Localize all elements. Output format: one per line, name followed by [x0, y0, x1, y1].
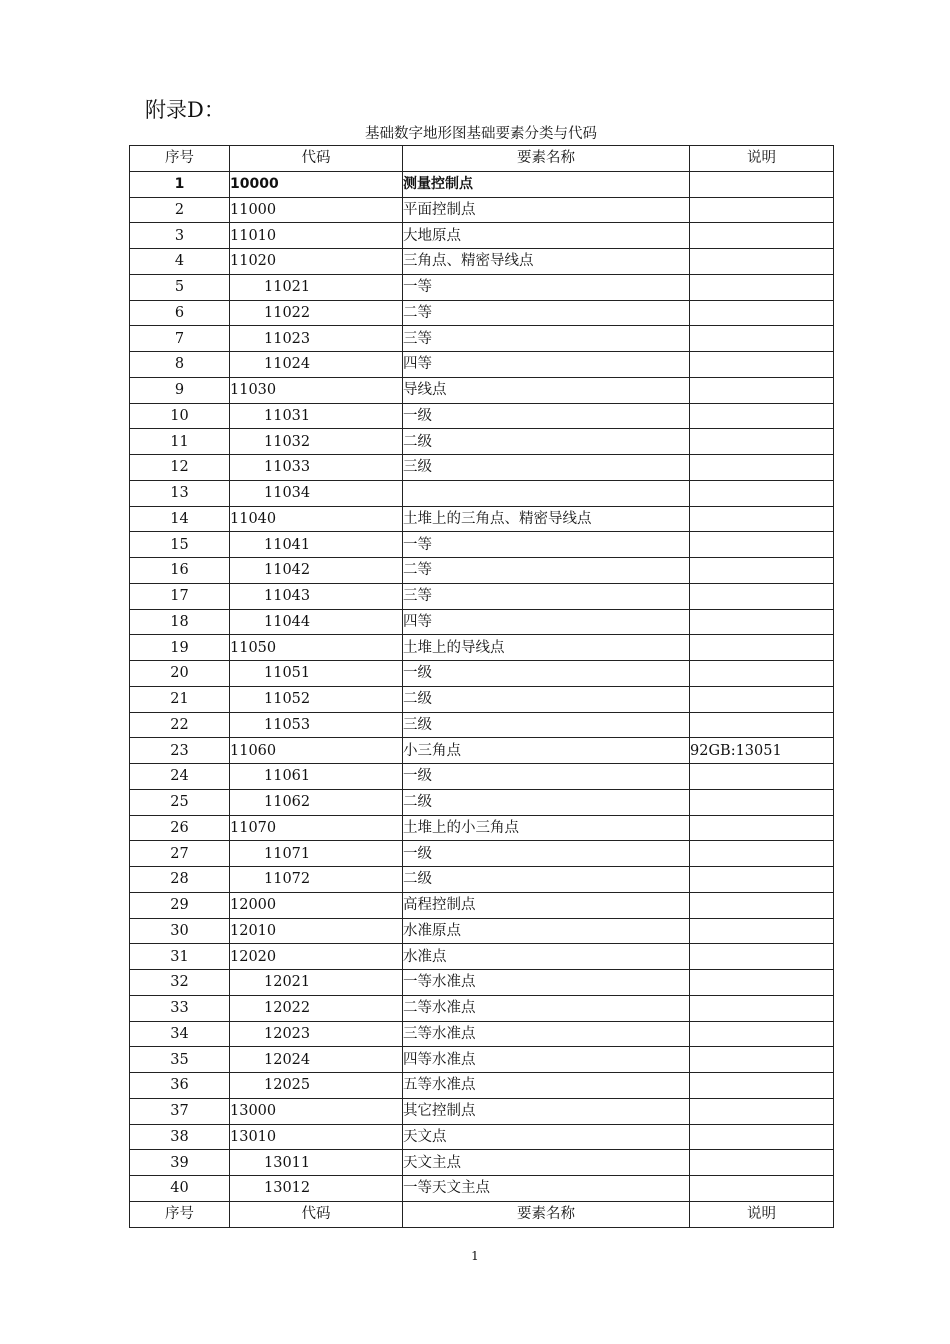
row-name: 一等天文主点 [403, 1176, 690, 1202]
row-seq: 40 [130, 1176, 230, 1202]
row-code: 11023 [230, 326, 403, 352]
table-row [130, 867, 834, 893]
classification-table [129, 145, 834, 1228]
footer-note: 说明 [690, 1201, 834, 1227]
row-seq: 14 [130, 506, 230, 532]
row-name: 土堆上的小三角点 [403, 815, 690, 841]
row-seq: 35 [130, 1047, 230, 1073]
table-row [130, 815, 834, 841]
row-code: 11034 [230, 480, 403, 506]
row-note [690, 1073, 834, 1099]
row-name: 一级 [403, 841, 690, 867]
row-seq: 2 [130, 197, 230, 223]
table-row [130, 480, 834, 506]
row-seq: 32 [130, 970, 230, 996]
table-row [130, 1021, 834, 1047]
row-seq: 29 [130, 892, 230, 918]
row-code: 11052 [230, 686, 403, 712]
row-seq: 31 [130, 944, 230, 970]
table-row [130, 558, 834, 584]
row-code: 13011 [230, 1150, 403, 1176]
table-footer-row [130, 1201, 834, 1227]
row-code: 11022 [230, 300, 403, 326]
row-code: 11044 [230, 609, 403, 635]
row-seq: 12 [130, 455, 230, 481]
row-note [690, 1098, 834, 1124]
row-note [690, 300, 834, 326]
row-note [690, 635, 834, 661]
table-row [130, 995, 834, 1021]
row-name: 二等 [403, 300, 690, 326]
row-code: 11031 [230, 403, 403, 429]
table-row [130, 171, 834, 197]
row-seq: 5 [130, 274, 230, 300]
table-row [130, 1150, 834, 1176]
row-seq: 10 [130, 403, 230, 429]
page-number: 1 [471, 1249, 479, 1263]
row-name: 三级 [403, 455, 690, 481]
row-seq: 28 [130, 867, 230, 893]
row-seq: 26 [130, 815, 230, 841]
row-name: 高程控制点 [403, 892, 690, 918]
row-code: 11062 [230, 789, 403, 815]
row-note [690, 995, 834, 1021]
row-seq: 4 [130, 249, 230, 275]
row-code: 11020 [230, 249, 403, 275]
row-code: 11010 [230, 223, 403, 249]
row-name: 四等 [403, 352, 690, 378]
row-code: 13012 [230, 1176, 403, 1202]
row-code: 12024 [230, 1047, 403, 1073]
table-row [130, 789, 834, 815]
row-note [690, 1047, 834, 1073]
row-seq: 17 [130, 583, 230, 609]
row-seq: 38 [130, 1124, 230, 1150]
row-code: 12025 [230, 1073, 403, 1099]
row-note [690, 892, 834, 918]
row-note [690, 583, 834, 609]
row-name: 四等水准点 [403, 1047, 690, 1073]
table-row [130, 506, 834, 532]
row-name: 三角点、精密导线点 [403, 249, 690, 275]
row-seq: 15 [130, 532, 230, 558]
row-name: 二级 [403, 429, 690, 455]
row-name: 一级 [403, 403, 690, 429]
row-name: 其它控制点 [403, 1098, 690, 1124]
row-seq: 20 [130, 661, 230, 687]
table-row [130, 970, 834, 996]
table-row [130, 1176, 834, 1202]
row-code: 11051 [230, 661, 403, 687]
table-row [130, 429, 834, 455]
table-row [130, 841, 834, 867]
header-note: 说明 [690, 146, 834, 172]
row-note [690, 764, 834, 790]
row-name: 二级 [403, 686, 690, 712]
table-row [130, 661, 834, 687]
row-note [690, 197, 834, 223]
row-code: 11041 [230, 532, 403, 558]
table-row [130, 1098, 834, 1124]
row-name: 一等水准点 [403, 970, 690, 996]
row-code: 11021 [230, 274, 403, 300]
row-name: 一级 [403, 764, 690, 790]
table-row [130, 712, 834, 738]
footer-code: 代码 [230, 1201, 403, 1227]
row-seq: 21 [130, 686, 230, 712]
row-name: 土堆上的三角点、精密导线点 [403, 506, 690, 532]
row-seq: 11 [130, 429, 230, 455]
row-name: 导线点 [403, 377, 690, 403]
table-row [130, 686, 834, 712]
table-row [130, 1073, 834, 1099]
table-header-row [130, 146, 834, 172]
row-code: 12020 [230, 944, 403, 970]
row-code: 10000 [230, 171, 403, 197]
row-seq: 37 [130, 1098, 230, 1124]
row-seq: 22 [130, 712, 230, 738]
table-row [130, 223, 834, 249]
row-name: 二级 [403, 867, 690, 893]
row-seq: 18 [130, 609, 230, 635]
table-row [130, 1124, 834, 1150]
row-seq: 3 [130, 223, 230, 249]
row-name: 三级 [403, 712, 690, 738]
row-note [690, 171, 834, 197]
table-row [130, 326, 834, 352]
table-row [130, 944, 834, 970]
row-note [690, 867, 834, 893]
row-seq: 25 [130, 789, 230, 815]
row-note [690, 686, 834, 712]
row-code: 12022 [230, 995, 403, 1021]
row-name: 二等水准点 [403, 995, 690, 1021]
row-seq: 34 [130, 1021, 230, 1047]
row-seq: 16 [130, 558, 230, 584]
table-row [130, 300, 834, 326]
row-name: 水准原点 [403, 918, 690, 944]
row-seq: 19 [130, 635, 230, 661]
header-name: 要素名称 [403, 146, 690, 172]
row-seq: 24 [130, 764, 230, 790]
row-note [690, 712, 834, 738]
row-note [690, 506, 834, 532]
table-row [130, 1047, 834, 1073]
row-note [690, 1176, 834, 1202]
row-name: 二等 [403, 558, 690, 584]
row-seq: 8 [130, 352, 230, 378]
table-row [130, 583, 834, 609]
row-name: 天文主点 [403, 1150, 690, 1176]
row-code: 12010 [230, 918, 403, 944]
row-seq: 23 [130, 738, 230, 764]
table-row [130, 738, 834, 764]
row-note [690, 403, 834, 429]
row-code: 11061 [230, 764, 403, 790]
row-name: 测量控制点 [403, 171, 690, 197]
row-code: 11030 [230, 377, 403, 403]
row-code: 13000 [230, 1098, 403, 1124]
row-code: 11070 [230, 815, 403, 841]
row-name: 天文点 [403, 1124, 690, 1150]
row-name [403, 480, 690, 506]
row-code: 11060 [230, 738, 403, 764]
row-seq: 30 [130, 918, 230, 944]
row-note [690, 1124, 834, 1150]
row-code: 11024 [230, 352, 403, 378]
row-code: 11032 [230, 429, 403, 455]
row-seq: 36 [130, 1073, 230, 1099]
row-note [690, 532, 834, 558]
row-name: 一等 [403, 532, 690, 558]
row-code: 11043 [230, 583, 403, 609]
table-row [130, 249, 834, 275]
row-code: 11040 [230, 506, 403, 532]
table-row [130, 635, 834, 661]
row-note [690, 223, 834, 249]
row-note [690, 326, 834, 352]
row-name: 大地原点 [403, 223, 690, 249]
row-name: 小三角点 [403, 738, 690, 764]
row-seq: 9 [130, 377, 230, 403]
row-code: 11053 [230, 712, 403, 738]
row-note [690, 558, 834, 584]
row-code: 11042 [230, 558, 403, 584]
row-seq: 1 [130, 171, 230, 197]
table-caption: 基础数字地形图基础要素分类与代码 [365, 126, 597, 142]
row-note: 92GB:13051 [690, 738, 834, 764]
table-row [130, 764, 834, 790]
row-note [690, 429, 834, 455]
row-note [690, 661, 834, 687]
row-note [690, 1021, 834, 1047]
row-seq: 13 [130, 480, 230, 506]
table-row [130, 352, 834, 378]
row-name: 三等 [403, 583, 690, 609]
table-row [130, 892, 834, 918]
row-code: 11071 [230, 841, 403, 867]
row-code: 11050 [230, 635, 403, 661]
row-note [690, 789, 834, 815]
row-note [690, 815, 834, 841]
table-row [130, 455, 834, 481]
row-code: 11072 [230, 867, 403, 893]
row-code: 12021 [230, 970, 403, 996]
row-note [690, 455, 834, 481]
row-name: 土堆上的导线点 [403, 635, 690, 661]
table-row [130, 403, 834, 429]
table-row [130, 377, 834, 403]
row-note [690, 918, 834, 944]
table-row [130, 197, 834, 223]
row-name: 三等 [403, 326, 690, 352]
row-code: 12000 [230, 892, 403, 918]
table-row [130, 532, 834, 558]
row-code: 12023 [230, 1021, 403, 1047]
row-note [690, 249, 834, 275]
row-code: 11000 [230, 197, 403, 223]
row-name: 四等 [403, 609, 690, 635]
row-note [690, 609, 834, 635]
row-seq: 39 [130, 1150, 230, 1176]
row-name: 一级 [403, 661, 690, 687]
row-code: 11033 [230, 455, 403, 481]
footer-name: 要素名称 [403, 1201, 690, 1227]
row-code: 13010 [230, 1124, 403, 1150]
appendix-heading: 附录D： [145, 98, 225, 122]
row-note [690, 841, 834, 867]
row-name: 一等 [403, 274, 690, 300]
row-seq: 7 [130, 326, 230, 352]
header-code: 代码 [230, 146, 403, 172]
footer-seq: 序号 [130, 1201, 230, 1227]
row-name: 平面控制点 [403, 197, 690, 223]
row-name: 三等水准点 [403, 1021, 690, 1047]
row-note [690, 352, 834, 378]
row-seq: 27 [130, 841, 230, 867]
table-row [130, 918, 834, 944]
row-note [690, 274, 834, 300]
row-note [690, 1150, 834, 1176]
row-note [690, 970, 834, 996]
row-seq: 33 [130, 995, 230, 1021]
row-note [690, 377, 834, 403]
row-name: 二级 [403, 789, 690, 815]
table-row [130, 609, 834, 635]
table-row [130, 274, 834, 300]
row-name: 水准点 [403, 944, 690, 970]
header-seq: 序号 [130, 146, 230, 172]
row-note [690, 944, 834, 970]
row-seq: 6 [130, 300, 230, 326]
row-name: 五等水准点 [403, 1073, 690, 1099]
row-note [690, 480, 834, 506]
